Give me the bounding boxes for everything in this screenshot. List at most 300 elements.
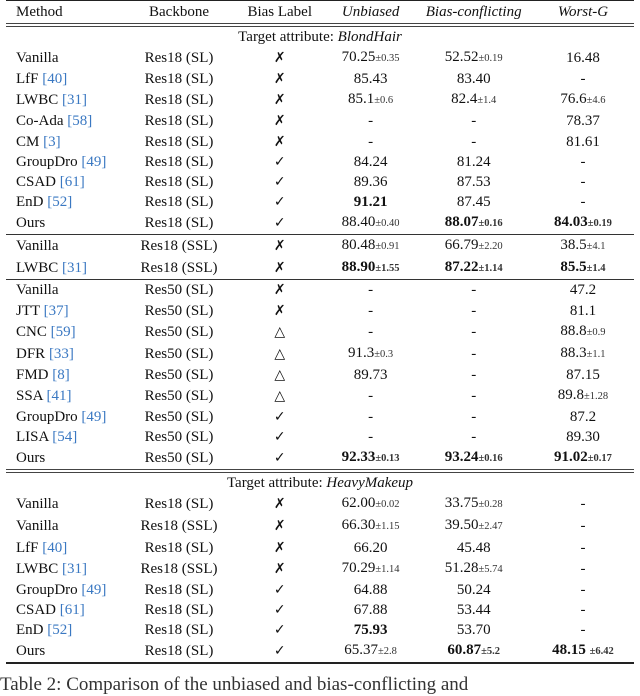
cell-unbiased <box>326 111 416 131</box>
cell-unbiased <box>326 343 416 365</box>
metric-std: ±0.6 <box>374 95 394 107</box>
cross-icon: ✗ <box>273 238 286 255</box>
metric-std: ±5.74 <box>478 563 503 575</box>
cell-worst-g <box>532 600 634 620</box>
cell-worst-g <box>532 172 634 192</box>
method-name: Vanilla <box>16 518 59 535</box>
table-row <box>6 640 634 663</box>
cell-backbone: Res50 (SL) <box>144 387 214 404</box>
cell-method <box>6 280 124 301</box>
cell-worst-g <box>532 132 634 152</box>
metric-std: ±0.16 <box>478 453 503 465</box>
metric-value: 51.28 <box>444 559 479 576</box>
cross-icon: ✗ <box>273 496 286 513</box>
metric-value: 50.24 <box>456 581 491 598</box>
table-row <box>6 600 634 620</box>
metric-value: 39.50 <box>444 517 479 534</box>
metric-value: - <box>368 113 374 130</box>
cell-unbiased <box>326 558 416 580</box>
citation-link[interactable]: [8] <box>52 366 70 383</box>
method-name: GroupDro <box>16 581 78 598</box>
citation-link[interactable]: [52] <box>47 622 73 639</box>
cell-unbiased <box>326 212 416 235</box>
cell-unbiased <box>326 580 416 600</box>
cell-unbiased <box>326 280 416 301</box>
metric-std: ±1.1 <box>586 348 606 360</box>
header-method: Method <box>6 1 124 26</box>
table-row <box>6 89 634 111</box>
cell-method <box>6 47 124 69</box>
method-name: Vanilla <box>16 282 59 299</box>
metric-std: ±0.91 <box>375 241 400 253</box>
method-name: LWBC <box>16 560 59 577</box>
metric-std: ±0.28 <box>478 499 503 511</box>
cell-backbone: Res18 (SL) <box>144 133 214 150</box>
cell-method <box>6 132 124 152</box>
metric-value: 66.79 <box>444 237 479 254</box>
cell-unbiased <box>326 600 416 620</box>
cell-method <box>6 365 124 385</box>
cross-icon: ✗ <box>273 302 286 319</box>
table-row <box>6 69 634 89</box>
metric-value: 91.21 <box>353 194 388 211</box>
metric-value: - <box>580 518 586 535</box>
cell-bias-label <box>234 427 326 447</box>
cell-unbiased <box>326 172 416 192</box>
method-name: Vanilla <box>16 238 59 255</box>
cell-worst-g <box>532 515 634 537</box>
metric-value: 88.3 <box>560 344 587 361</box>
cell-worst-g <box>532 257 634 280</box>
cell-backbone: Res18 (SL) <box>144 153 214 170</box>
cross-icon: ✗ <box>273 282 286 299</box>
metric-value: 81.24 <box>456 153 491 170</box>
metric-value: 88.40 <box>341 214 376 231</box>
cell-bias-conflicting <box>415 493 532 515</box>
table-row <box>6 172 634 192</box>
cell-bias-conflicting <box>415 407 532 427</box>
metric-value: - <box>580 194 586 211</box>
cell-backbone: Res18 (SL) <box>144 174 214 191</box>
metric-std: ±1.55 <box>375 263 400 275</box>
metric-value: - <box>471 408 477 425</box>
section-header-row <box>6 471 634 493</box>
cell-backbone: Res50 (SL) <box>144 429 214 446</box>
cell-bias-conflicting <box>415 257 532 280</box>
method-name: LISA <box>16 429 49 446</box>
cell-method <box>6 111 124 131</box>
metric-value: 82.4 <box>451 91 478 108</box>
metric-std: ±1.14 <box>375 563 400 575</box>
cell-unbiased <box>326 257 416 280</box>
metric-value: 70.25 <box>341 49 376 66</box>
metric-value: 80.48 <box>341 237 376 254</box>
cell-backbone: Res18 (SSL) <box>140 518 218 535</box>
cell-bias-conflicting <box>415 343 532 365</box>
citation-link[interactable]: [37] <box>43 302 69 319</box>
table-row <box>6 343 634 365</box>
results-table <box>6 0 634 664</box>
metric-value: 16.48 <box>566 50 600 67</box>
cell-bias-label <box>234 47 326 69</box>
cell-bias-conflicting <box>415 447 532 471</box>
cell-bias-label <box>234 280 326 301</box>
metric-value: 92.33 <box>341 449 376 466</box>
citation-link[interactable]: [52] <box>47 194 73 211</box>
cell-worst-g <box>532 385 634 407</box>
citation-link[interactable]: [59] <box>50 323 76 340</box>
table-row <box>6 558 634 580</box>
cell-method <box>6 427 124 447</box>
table-row <box>6 212 634 235</box>
metric-value: - <box>368 408 374 425</box>
metric-value: - <box>580 622 586 639</box>
cell-bias-label <box>234 537 326 557</box>
cell-bias-label <box>234 257 326 280</box>
cell-method <box>6 235 124 258</box>
metric-value: 47.2 <box>569 282 597 299</box>
metric-value: - <box>471 323 477 340</box>
check-icon: ✓ <box>273 153 286 170</box>
metric-value: 70.29 <box>341 559 376 576</box>
cell-method <box>6 343 124 365</box>
cell-backbone: Res18 (SL) <box>124 640 233 663</box>
cell-unbiased <box>326 427 416 447</box>
check-icon: ✓ <box>273 581 286 598</box>
cell-method <box>6 515 124 537</box>
metric-value: 48.15 <box>552 642 590 659</box>
metric-value: 64.88 <box>353 581 388 598</box>
cell-worst-g <box>532 343 634 365</box>
metric-std: ±2.20 <box>478 241 503 253</box>
cell-worst-g <box>532 493 634 515</box>
metric-std: ±0.19 <box>478 53 503 65</box>
metric-value: 88.90 <box>341 259 376 276</box>
cell-bias-label <box>234 620 326 640</box>
triangle-icon: △ <box>274 345 286 362</box>
table-row <box>6 152 634 172</box>
triangle-icon: △ <box>274 387 286 404</box>
metric-std: ±6.42 <box>589 646 614 658</box>
method-name: FMD <box>16 366 49 383</box>
cell-backbone: Res18 (SL) <box>144 539 214 556</box>
metric-value: 66.30 <box>341 517 376 534</box>
cell-worst-g <box>532 235 634 258</box>
method-name: EnD <box>16 622 44 639</box>
metric-value: 65.37 <box>344 642 379 659</box>
citation-link[interactable]: [41] <box>46 387 72 404</box>
metric-value: 87.53 <box>456 174 491 191</box>
cell-bias-conflicting <box>415 172 532 192</box>
cell-bias-label <box>234 172 326 192</box>
cell-method <box>6 640 124 663</box>
cell-bias-label <box>234 365 326 385</box>
table-row <box>6 47 634 69</box>
table-row <box>6 447 634 471</box>
metric-value: 85.1 <box>348 91 375 108</box>
check-icon: ✓ <box>273 174 286 191</box>
cell-method <box>6 257 124 280</box>
cell-backbone: Res18 (SL) <box>144 194 214 211</box>
metric-value: - <box>471 387 477 404</box>
cell-bias-label <box>234 301 326 321</box>
table-row <box>6 407 634 427</box>
table-row <box>6 365 634 385</box>
cell-bias-conflicting <box>415 427 532 447</box>
cell-method <box>6 620 124 640</box>
cell-method <box>6 321 124 343</box>
section-label <box>6 25 634 47</box>
cross-icon: ✗ <box>273 539 286 556</box>
metric-value: 53.70 <box>456 622 491 639</box>
metric-std: ±0.3 <box>374 348 394 360</box>
metric-value: - <box>580 174 586 191</box>
metric-value: 87.45 <box>456 194 491 211</box>
cell-bias-label <box>234 192 326 212</box>
cell-method <box>6 301 124 321</box>
cell-bias-label <box>234 132 326 152</box>
cell-worst-g <box>532 640 634 663</box>
citation-link[interactable]: [33] <box>48 345 74 362</box>
table-row <box>6 620 634 640</box>
metric-value: 62.00 <box>341 495 376 512</box>
metric-value: 53.44 <box>456 601 491 618</box>
triangle-icon: △ <box>274 366 286 383</box>
metric-value: 66.20 <box>353 539 388 556</box>
cell-bias-conflicting <box>415 280 532 301</box>
cell-backbone: Res50 (SL) <box>144 323 214 340</box>
cell-backbone: Res50 (SL) <box>144 302 214 319</box>
section-label-prefix: Target attribute: <box>238 29 338 46</box>
cell-bias-conflicting <box>415 235 532 258</box>
metric-std: ±4.1 <box>586 241 606 253</box>
cell-bias-label <box>234 558 326 580</box>
table-row <box>6 385 634 407</box>
method-name: EnD <box>16 194 44 211</box>
check-icon: ✓ <box>273 429 286 446</box>
cell-worst-g <box>532 280 634 301</box>
cell-worst-g <box>532 365 634 385</box>
cell-unbiased <box>326 493 416 515</box>
metric-std: ±1.15 <box>375 521 400 533</box>
check-icon: ✓ <box>273 601 286 618</box>
citation-link[interactable]: [40] <box>42 539 68 556</box>
metric-value: 89.8 <box>557 386 585 403</box>
metric-value: 33.75 <box>444 495 479 512</box>
metric-value: 87.15 <box>566 366 600 383</box>
metric-value: - <box>471 133 477 150</box>
metric-std: ±0.40 <box>375 218 400 230</box>
metric-value: 89.73 <box>353 366 388 383</box>
cell-bias-label <box>234 69 326 89</box>
metric-value: - <box>580 539 586 556</box>
table-row <box>6 132 634 152</box>
metric-value: 89.36 <box>353 174 388 191</box>
metric-std: ±0.16 <box>478 218 503 230</box>
citation-link[interactable]: [61] <box>59 601 85 618</box>
cell-bias-conflicting <box>415 515 532 537</box>
cell-method <box>6 447 124 471</box>
metric-value: 84.24 <box>353 153 388 170</box>
metric-std: ±1.4 <box>477 95 497 107</box>
metric-value: 60.87 <box>447 642 482 659</box>
metric-value: 84.03 <box>554 214 588 231</box>
cell-backbone: Res50 (SL) <box>144 345 214 362</box>
cell-worst-g <box>532 447 634 471</box>
method-name: CNC <box>16 323 47 340</box>
cell-backbone: Res18 (SSL) <box>124 257 233 280</box>
cell-bias-conflicting <box>415 111 532 131</box>
metric-value: - <box>580 601 586 618</box>
cell-unbiased <box>326 620 416 640</box>
cell-bias-label <box>234 321 326 343</box>
metric-value: - <box>368 387 374 404</box>
metric-value: 78.37 <box>566 113 600 130</box>
cell-method <box>6 600 124 620</box>
cell-method <box>6 407 124 427</box>
cell-worst-g <box>532 192 634 212</box>
citation-link[interactable]: [49] <box>81 153 107 170</box>
metric-std: ±1.14 <box>478 263 503 275</box>
cell-unbiased <box>326 515 416 537</box>
metric-value: 93.24 <box>444 449 479 466</box>
cell-unbiased <box>326 537 416 557</box>
cell-backbone: Res18 (SL) <box>144 92 214 109</box>
method-name: Co-Ada <box>16 113 64 130</box>
cell-backbone: Res18 (SSL) <box>140 560 218 577</box>
cell-bias-conflicting <box>415 385 532 407</box>
citation-link[interactable]: [49] <box>81 581 107 598</box>
metric-value: 89.30 <box>566 429 600 446</box>
metric-value: 87.2 <box>569 408 597 425</box>
cell-bias-label <box>234 515 326 537</box>
results-table-container <box>6 0 634 664</box>
cell-worst-g <box>532 558 634 580</box>
cross-icon: ✗ <box>273 92 286 109</box>
cell-unbiased <box>326 365 416 385</box>
metric-value: - <box>368 282 374 299</box>
cross-icon: ✗ <box>273 133 286 150</box>
table-row <box>6 427 634 447</box>
method-name: GroupDro <box>16 408 78 425</box>
cell-method <box>6 212 124 235</box>
cell-backbone: Res18 (SL) <box>144 581 214 598</box>
cross-icon: ✗ <box>273 260 286 277</box>
cell-bias-label <box>234 447 326 471</box>
cell-unbiased <box>326 447 416 471</box>
metric-std: ±1.28 <box>584 390 609 402</box>
metric-std: ±2.47 <box>478 521 503 533</box>
cell-bias-conflicting <box>415 600 532 620</box>
method-name: CSAD <box>16 601 57 618</box>
cell-backbone: Res50 (SL) <box>144 282 214 299</box>
cell-bias-label <box>234 111 326 131</box>
check-icon: ✓ <box>273 450 286 467</box>
citation-link[interactable]: [40] <box>42 71 68 88</box>
cell-worst-g <box>532 620 634 640</box>
metric-std: ±5.2 <box>481 646 500 658</box>
check-icon: ✓ <box>273 643 286 660</box>
triangle-icon: △ <box>274 323 286 340</box>
citation-link[interactable]: [31] <box>61 92 87 109</box>
cell-unbiased <box>326 321 416 343</box>
cell-unbiased <box>326 192 416 212</box>
metric-value: - <box>471 282 477 299</box>
section-label-prefix: Target attribute: <box>226 475 327 492</box>
cell-bias-conflicting <box>415 89 532 111</box>
cell-bias-label <box>234 407 326 427</box>
cell-unbiased <box>326 640 416 663</box>
cell-unbiased <box>326 69 416 89</box>
cell-worst-g <box>532 152 634 172</box>
cross-icon: ✗ <box>273 71 286 88</box>
metric-value: - <box>580 496 586 513</box>
cell-method <box>6 580 124 600</box>
cell-bias-conflicting <box>415 69 532 89</box>
metric-value: - <box>580 560 586 577</box>
cell-backbone: Res18 (SL) <box>124 212 233 235</box>
cell-worst-g <box>532 537 634 557</box>
citation-link[interactable]: [3] <box>43 133 61 150</box>
cell-bias-conflicting <box>415 558 532 580</box>
method-name: LWBC <box>16 260 59 277</box>
cross-icon: ✗ <box>273 113 286 130</box>
table-row <box>6 321 634 343</box>
cell-bias-label <box>234 212 326 235</box>
citation-link[interactable]: [31] <box>61 560 87 577</box>
cell-method <box>6 385 124 407</box>
section-attribute: BlondHair <box>337 29 402 46</box>
citation-link[interactable]: [58] <box>67 113 93 130</box>
citation-link[interactable]: [49] <box>81 408 107 425</box>
citation-link[interactable]: [31] <box>61 260 87 277</box>
metric-std: ±0.13 <box>375 453 400 465</box>
cross-icon: ✗ <box>273 560 286 577</box>
table-header-row <box>6 1 634 26</box>
cell-bias-label <box>234 152 326 172</box>
metric-value: 81.61 <box>566 133 600 150</box>
table-row <box>6 580 634 600</box>
cell-bias-conflicting <box>415 301 532 321</box>
metric-value: - <box>368 323 374 340</box>
cell-unbiased <box>326 235 416 258</box>
citation-link[interactable]: [61] <box>59 174 85 191</box>
table-row <box>6 111 634 131</box>
cell-bias-conflicting <box>415 620 532 640</box>
metric-std: ±0.17 <box>587 453 612 465</box>
cell-method <box>6 558 124 580</box>
metric-value: 81.1 <box>569 302 597 319</box>
header-worst-g: Worst-G <box>532 1 634 26</box>
check-icon: ✓ <box>273 215 286 232</box>
cell-bias-label <box>234 89 326 111</box>
cross-icon: ✗ <box>273 518 286 535</box>
citation-link[interactable]: [54] <box>52 429 78 446</box>
metric-value: - <box>580 153 586 170</box>
metric-value: 83.40 <box>456 71 491 88</box>
metric-value: 67.88 <box>353 601 388 618</box>
cell-backbone: Res18 (SL) <box>144 601 214 618</box>
metric-std: ±0.02 <box>375 499 400 511</box>
cell-bias-label <box>234 385 326 407</box>
cell-method <box>6 172 124 192</box>
metric-value: - <box>368 133 374 150</box>
metric-value: 75.93 <box>353 622 388 639</box>
cell-method <box>6 537 124 557</box>
cross-icon: ✗ <box>273 50 286 67</box>
metric-std: ±1.4 <box>586 263 606 275</box>
method-name: Vanilla <box>16 50 59 67</box>
